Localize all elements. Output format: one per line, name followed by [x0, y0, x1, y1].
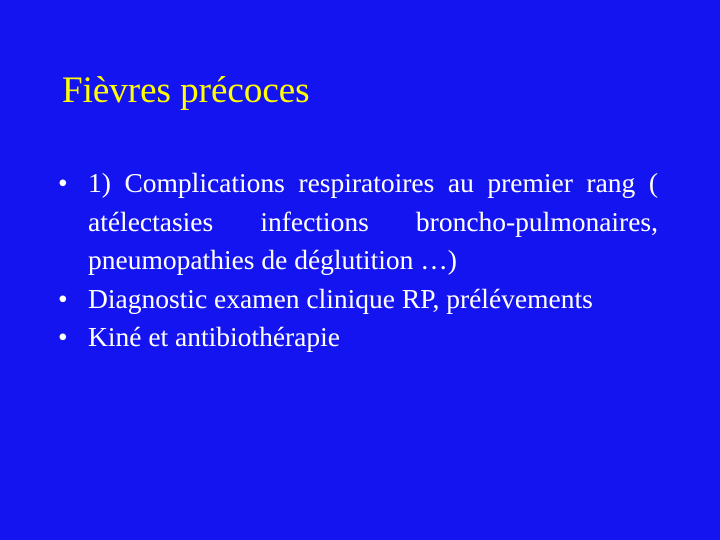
bullet-item: [58, 280, 658, 319]
bullet-text: 1) Complications respiratoires au premier rang ( atélectasies infections broncho-pulmonaires, pneumopathies de déglutition …): [88, 167, 658, 275]
bullet-marker: •: [58, 321, 68, 352]
bullet-item: [58, 164, 658, 280]
bullet-item: [58, 318, 658, 357]
bullet-marker: •: [58, 167, 68, 198]
slide-title: Fièvres précoces: [62, 70, 310, 111]
bullet-text: Kiné et antibiothérapie: [88, 321, 340, 352]
bullet-list: [58, 164, 658, 357]
bullet-text: Diagnostic examen clinique RP, prélévements: [88, 282, 593, 314]
bullet-marker: •: [58, 282, 68, 314]
